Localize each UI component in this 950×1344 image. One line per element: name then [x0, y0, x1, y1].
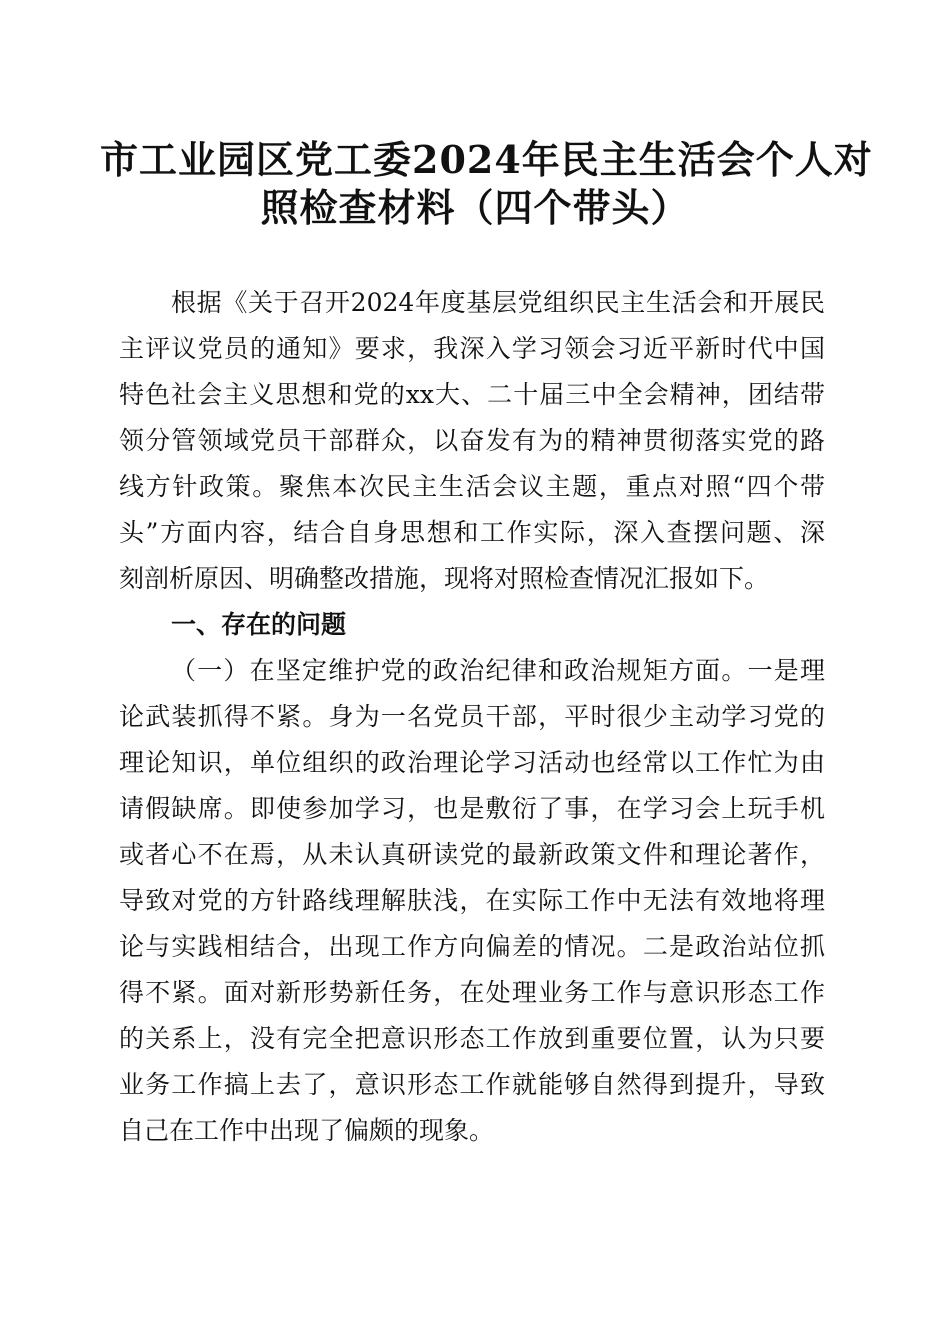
intro-paragraph [119, 280, 825, 602]
section-heading: 一、存在的问题 [171, 610, 347, 639]
document-title [100, 136, 873, 232]
paragraph-line: 的关系上，没有完全把意识形态工作放到重要位置，认为只要 [119, 1024, 825, 1053]
paragraph-line: 领分管领域党员干部群众，以奋发有为的精神贯彻落实党的路 [119, 426, 825, 455]
paragraph-line: 线方针政策。聚焦本次民主生活会议主题，重点对照“四个带 [119, 472, 825, 501]
paragraph-line: （一）在坚定维护党的政治纪律和政治规矩方面。一是理 [171, 656, 825, 685]
paragraph-line: 或者心不在焉，从未认真研读党的最新政策文件和理论著作， [119, 840, 825, 869]
paragraph-line: 自己在工作中出现了偏颇的现象。 [119, 1116, 495, 1145]
paragraph-line: 请假缺席。即使参加学习，也是敷衍了事，在学习会上玩手机 [119, 794, 825, 823]
paragraph-line: 导致对党的方针路线理解肤浅，在实际工作中无法有效地将理 [119, 886, 825, 915]
paragraph-line: 业务工作搞上去了，意识形态工作就能够自然得到提升，导致 [119, 1070, 825, 1099]
paragraph-line: 刻剖析原因、明确整改措施，现将对照检查情况汇报如下。 [119, 564, 770, 593]
paragraph-line: 得不紧。面对新形势新任务，在处理业务工作与意识形态工作 [119, 978, 825, 1007]
paragraph-line: 特色社会主义思想和党的xx大、二十届三中全会精神，团结带 [119, 380, 825, 409]
paragraph-line: 根据《关于召开2024年度基层党组织民主生活会和开展民 [171, 288, 825, 317]
title-line: 照检查材料（四个带头） [260, 185, 690, 230]
paragraph-line: 头”方面内容，结合自身思想和工作实际，深入查摆问题、深 [119, 518, 825, 547]
section-paragraph [119, 648, 825, 1154]
document-body [119, 280, 825, 1154]
paragraph-line: 论与实践相结合，出现工作方向偏差的情况。二是政治站位抓 [119, 932, 825, 961]
paragraph-line: 论武装抓得不紧。身为一名党员干部，平时很少主动学习党的 [119, 702, 825, 731]
title-line: 市工业园区党工委2024年民主生活会个人对 [100, 137, 873, 182]
paragraph-line: 主评议党员的通知》要求，我深入学习领会习近平新时代中国 [119, 334, 825, 363]
paragraph-line: 理论知识，单位组织的政治理论学习活动也经常以工作忙为由 [119, 748, 825, 777]
